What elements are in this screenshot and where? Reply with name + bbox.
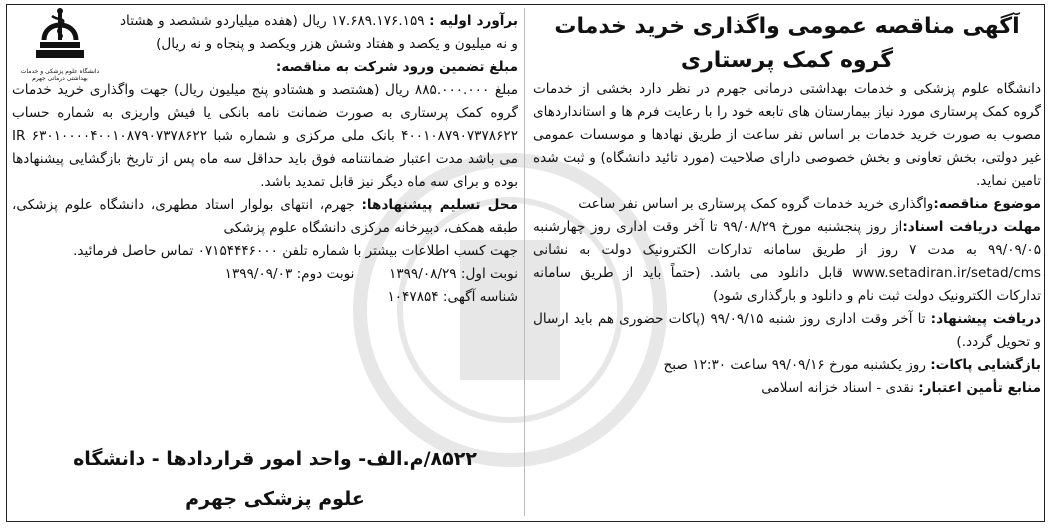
funding-text: نقدی - اسناد خزانه اسلامی	[761, 380, 914, 396]
footer-line1: ۸۵۲۲/م.الف- واحد امور قراردادها - دانشگاه	[73, 448, 477, 470]
opening-text: روز یکشنبه مورخ ۹۹/۰۹/۱۶ ساعت ۱۲:۳۰ صبح	[663, 357, 926, 373]
footer-line2: علوم پزشکی جهرم	[185, 488, 365, 510]
doc-deadline-section	[533, 216, 1041, 308]
first-turn: نوبت اول: ۱۳۹۹/۰۸/۲۹	[389, 266, 518, 282]
doc-deadline-label: مهلت دریافت اسناد:	[902, 219, 1041, 235]
notice-title-line2: گروه کمک پرستاری	[680, 48, 894, 73]
proposal-text: تا آخر وقت اداری روز شنبه ۹۹/۰۹/۱۵ (پاکات حضوری هم باید ارسال و تحویل گردد.)	[533, 311, 1041, 350]
turns-line	[12, 263, 518, 286]
doc-deadline-text: از روز پنجشنبه مورخ ۹۹/۰۸/۲۹ تا آخر وقت اداری روز چهارشنبه ۹۹/۰۹/۰۵ به مدت ۷ روز از طریق سامانه تدارکات الکترونیک دولت به نشانی	[533, 219, 1041, 258]
contact-text: جهت کسب اطلاعات بیشتر با شماره تلفن ۰۷۱۵۴۴۴۶۰۰۰ تماس حاصل فرمائید.	[73, 243, 518, 259]
column-divider	[524, 8, 525, 516]
second-turn: نوبت دوم: ۱۳۹۹/۰۹/۰۳	[224, 266, 355, 282]
opening-label: بازگشایی پاکات:	[930, 357, 1041, 373]
funding-label: منابع تأمین اعتبار:	[918, 380, 1041, 396]
estimate-text: ۱۷.۶۸۹.۱۷۶.۱۵۹ ریال (هفده میلیاردو ششصد و هشتاد و نه میلیون و یکصد و هفتاد وشش هزر ویکصد و پنجاه و نه ریال)	[120, 13, 518, 52]
logo-caption: دانشگاه علوم پزشکی و خدمات بهداشتی درمانی جهرم	[20, 68, 100, 82]
proposal-label: دریافت پیشنهاد:	[930, 311, 1041, 327]
opening-section	[533, 354, 1041, 377]
estimate-section	[12, 10, 518, 56]
proposal-section	[533, 308, 1041, 354]
delivery-section	[12, 194, 518, 240]
guarantee-heading: مبلغ تضمین ورود شرکت به مناقصه:	[275, 59, 518, 75]
delivery-text: جهرم، انتهای بولوار استاد مطهری، دانشگاه علوم پزشکی، طبقه همکف، دبیرخانه مرکزی دانشگاه علوم پزشکی	[12, 197, 518, 236]
subject-label: موضوع مناقصه:	[933, 196, 1041, 212]
intro-paragraph: دانشگاه علوم پزشکی و خدمات بهداشتی درمانی جهرم در نظر دارد بخشی از خدمات گروه کمک پرستاری مورد نیاز بیمارستان های تابعه خود را با رعایت فرم ها و استانداردهای مصوب به صورت خرید خدمات بر اساس نفر ساعت از طریق نهادها و موسسات عمومی غیر دولتی، بخش تعاونی و بخش خصوصی دارای صلاحیت (مورد تائید دانشگاه) و ثبت شده تامین نماید.	[533, 81, 1041, 189]
estimate-label: برآورد اولیه :	[429, 13, 518, 29]
notice-id: شناسه آگهی: ۱۰۴۷۸۵۴	[387, 289, 518, 305]
right-column	[533, 10, 1041, 400]
guarantee-text: مبلغ ۸۸۵.۰۰۰.۰۰۰ ریال (هشتصد و هشتادو پنج میلیون ریال) جهت واگذاری خرید خدمات گروه کمک پرستاری به صورت ضمانت نامه بانکی یا فیش واریزی به شماره حساب ۴۰۰۱۰۸۷۹۰۷۳۷۸۶۲۲ بانک ملی مرکزی و شماره شبا IR ۶۳۰۱۰۰۰۰۴۰۰۱۰۸۷۹۰۷۳۷۸۶۲۲ می باشد مدت اعتبار ضمانتنامه فوق باید حداقل سه ماه پس از تاریخ بازگشایی پیشنهادها بوده و برای سه ماه دیگر نیز قابل تمدید باشد.	[12, 82, 518, 190]
subject-section	[533, 193, 1041, 216]
delivery-label: محل تسلیم پیشنهادها:	[361, 197, 518, 213]
left-column	[12, 10, 518, 309]
doc-deadline-text2: قابل دانلود می باشد. (حتماً باید از طریق سامانه تدارکات الکترونیک دولت ثبت نام و دانلود و بارگذاری شود)	[533, 265, 1041, 304]
doc-url-link[interactable]: www.setadiran.ir/setad/cms	[852, 265, 1041, 281]
subject-text: واگذاری خرید خدمات گروه کمک پرستاری بر اساس نفر ساعت	[578, 196, 934, 212]
funding-section	[533, 377, 1041, 400]
notice-title-line1: آگهی مناقصه عمومی واگذاری خرید خدمات	[554, 14, 1020, 39]
